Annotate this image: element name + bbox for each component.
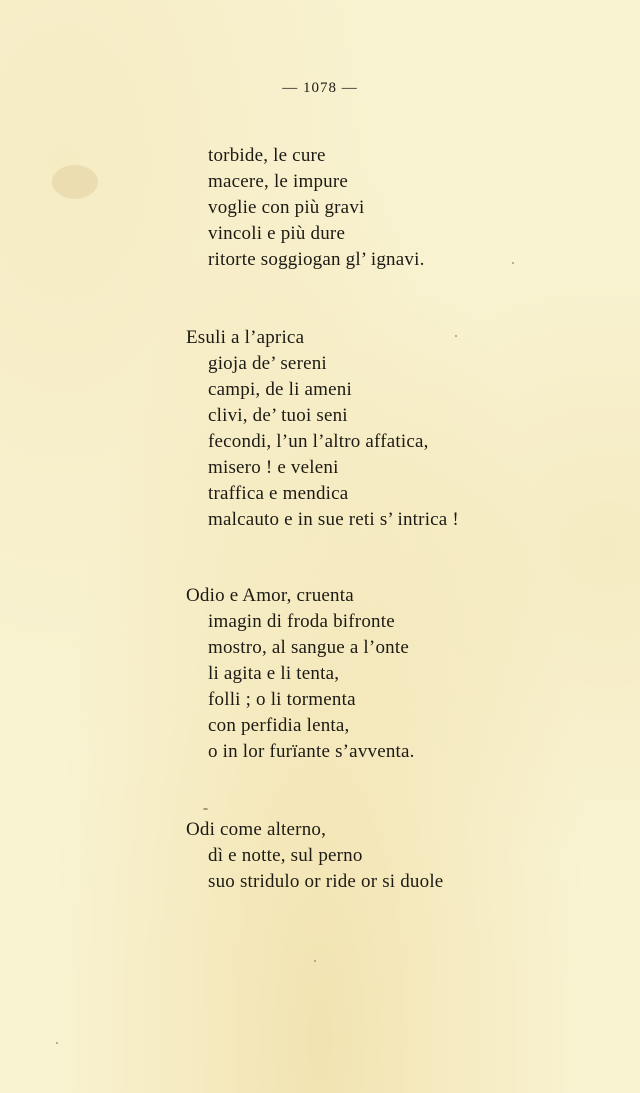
verse-line: li agita e li tenta, — [208, 663, 340, 684]
paper-speck — [455, 335, 457, 337]
paper-speck — [314, 960, 316, 962]
verse-line: Esuli a l’aprica — [186, 327, 305, 348]
verse-line: folli ; o li tormenta — [208, 689, 356, 710]
page-number: — 1078 — — [282, 80, 358, 96]
verse-line: Odi come alterno, — [186, 819, 327, 840]
verse-line: macere, le impure — [208, 171, 349, 192]
verse-line: clivi, de’ tuoi seni — [208, 405, 348, 426]
verse-line: dì e notte, sul perno — [208, 845, 363, 866]
verse-line: ritorte soggiogan gl’ ignavi. — [208, 249, 425, 270]
verse-line: gioja de’ sereni — [208, 353, 327, 374]
verse-line: con perfidia lenta, — [208, 715, 350, 736]
paper-speck — [512, 262, 514, 264]
verse-line: mostro, al sangue a l’onte — [208, 637, 409, 658]
verse-line: Odio e Amor, cruenta — [186, 585, 354, 606]
verse-line: misero ! e veleni — [208, 457, 339, 478]
paper-speck — [56, 1042, 58, 1044]
verse-line: o in lor furïante s’avventa. — [208, 741, 415, 762]
verse-line: torbide, le cure — [208, 145, 326, 166]
verse-line: voglie con più gravi — [208, 197, 365, 218]
verse-line: malcauto e in sue reti s’ intrica ! — [208, 509, 459, 530]
verse-line: imagin di froda bifronte — [208, 611, 395, 632]
paper-stain — [52, 165, 98, 199]
verse-line: campi, de li ameni — [208, 379, 352, 400]
verse-line: vincoli e più dure — [208, 223, 346, 244]
verse-line: traffica e mendica — [208, 483, 349, 504]
paper-speck — [203, 808, 208, 810]
verse-line: suo stridulo or ride or si duole — [208, 871, 444, 892]
verse-line: fecondi, l’un l’altro affatica, — [208, 431, 429, 452]
